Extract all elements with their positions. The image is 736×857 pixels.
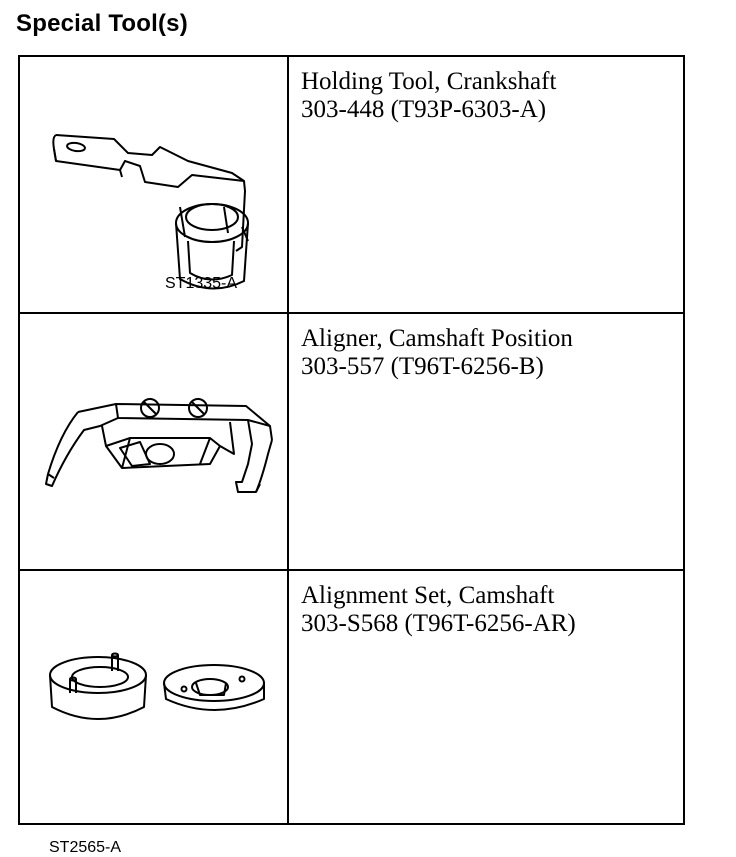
tool-description	[301, 68, 556, 124]
table-row	[20, 571, 683, 856]
illustration-code: ST1335-A	[165, 275, 238, 292]
tool-number: 303-S568 (T96T-6256-AR)	[301, 610, 576, 637]
table-row	[20, 314, 683, 569]
tool-name: Aligner, Camshaft Position	[301, 325, 573, 352]
illustration-code: ST2565-A	[49, 839, 122, 856]
tool-description	[301, 325, 573, 381]
tool-illustration	[20, 57, 287, 312]
tool-illustration	[20, 571, 287, 856]
camshaft-alignment-set-icon	[20, 571, 287, 825]
table-row	[20, 57, 683, 312]
tool-number: 303-557 (T96T-6256-B)	[301, 353, 544, 380]
crankshaft-holding-tool-icon	[20, 57, 287, 312]
special-tools-table	[18, 55, 685, 856]
tool-name: Alignment Set, Camshaft	[301, 582, 555, 609]
tool-name: Holding Tool, Crankshaft	[301, 68, 557, 95]
tool-description	[301, 582, 576, 638]
page-title: Special Tool(s)	[16, 10, 188, 37]
tool-illustration	[20, 314, 287, 569]
tool-number: 303-448 (T93P-6303-A)	[301, 96, 547, 123]
camshaft-aligner-icon	[20, 314, 287, 569]
